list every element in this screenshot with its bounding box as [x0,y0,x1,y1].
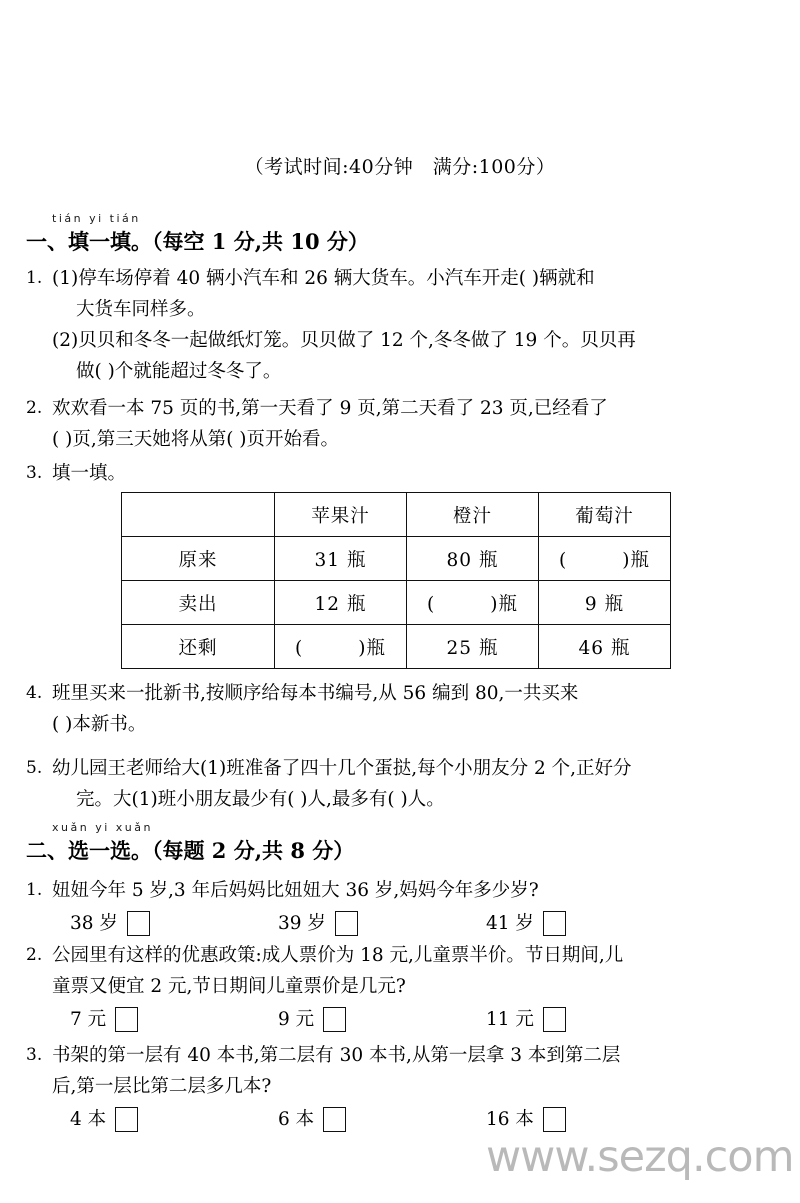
fill-question-2-line-1: 欢欢看一本 75 页的书,第一天看了 9 页,第二天看了 23 页,已经看了 [52,398,608,419]
choice-question-2 [26,940,782,1038]
fill-question-1-number: 1. [26,268,43,288]
choice-question-2-number: 2. [26,945,43,965]
juice-table [121,492,671,669]
choice-option-2a[interactable] [70,1004,138,1035]
choice-question-1-number: 1. [26,880,43,900]
checkbox-icon[interactable] [543,1107,566,1132]
fill-question-1-line-1: (1)停车场停着 40 辆小汽车和 26 辆大货车。小汽车开走( )辆就和 [52,268,595,289]
fill-question-2-number: 2. [26,398,43,418]
fill-question-5-line-1: 幼儿园王老师给大(1)班准备了四十几个蛋挞,每个小朋友分 2 个,正好分 [52,758,632,779]
table-header-orange: 橙汁 [407,493,539,537]
site-watermark: www.sezq.com [486,1132,794,1182]
checkbox-icon[interactable] [115,1007,138,1032]
choice-option-1c-label: 41 岁 [486,913,534,934]
section-2-title: 二、选一选。（每题 2 分,共 8 分） [26,838,355,863]
fill-question-1-line-3: (2)贝贝和冬冬一起做纸灯笼。贝贝做了 12 个,冬冬做了 19 个。贝贝再 [52,330,636,351]
table-cell-original-orange: 80 瓶 [407,537,539,581]
section-1-title: 一、填一填。（每空 1 分,共 10 分） [26,229,369,254]
choice-option-2b[interactable] [278,1004,346,1035]
fill-question-1 [26,263,782,387]
table-header-row [122,493,671,537]
section-1-heading [26,226,786,256]
fill-question-1-line-4: 做( )个就能超过冬冬了。 [76,361,282,382]
choice-option-2c[interactable] [486,1004,566,1035]
choice-question-2-line-2: 童票又便宜 2 元,节日期间儿童票价是几元? [52,976,406,997]
fill-question-4-number: 4. [26,683,43,703]
checkbox-icon[interactable] [323,1007,346,1032]
table-row-label-remaining: 还剩 [122,625,275,669]
section-2-pinyin: xuǎn yi xuǎn [52,821,153,834]
choice-option-2c-label: 11 元 [486,1009,534,1030]
exam-meta-line: （考试时间:40分钟 满分:100分） [244,156,556,178]
choice-option-1c[interactable] [486,908,566,939]
choice-option-2a-label: 7 元 [70,1009,107,1030]
choice-option-1a[interactable] [70,908,150,939]
fill-question-1-line-2: 大货车同样多。 [76,299,206,320]
table-cell-original-grape: ( )瓶 [539,537,671,581]
fill-question-5-number: 5. [26,758,43,778]
table-header-corner [122,493,275,537]
choice-option-1a-label: 38 岁 [70,913,118,934]
fill-question-3 [26,458,782,489]
fill-question-2 [26,393,782,455]
choice-question-2-options [52,1004,782,1038]
choice-question-1-options [52,908,782,942]
table-cell-sold-grape: 9 瓶 [539,581,671,625]
table-header-grape: 葡萄汁 [539,493,671,537]
table-cell-sold-apple: 12 瓶 [275,581,407,625]
fill-question-4-line-2: ( )本新书。 [52,714,147,735]
fill-question-3-number: 3. [26,463,43,483]
table-header-apple: 苹果汁 [275,493,407,537]
fill-question-2-line-2: ( )页,第三天她将从第( )页开始看。 [52,429,340,450]
section-2-heading [26,835,786,865]
fill-question-3-line-1: 填一填。 [52,463,127,484]
choice-question-3-number: 3. [26,1045,43,1065]
choice-option-3c-label: 16 本 [486,1109,534,1130]
choice-option-2b-label: 9 元 [278,1009,315,1030]
fill-question-5 [26,753,782,815]
table-row [122,581,671,625]
fill-question-4-line-1: 班里买来一批新书,按顺序给每本书编号,从 56 编到 80,一共买来 [52,683,579,704]
table-cell-original-apple: 31 瓶 [275,537,407,581]
choice-question-3 [26,1040,782,1138]
table-row [122,625,671,669]
choice-option-3a[interactable] [70,1104,138,1135]
fill-question-5-line-2: 完。大(1)班小朋友最少有( )人,最多有( )人。 [76,789,445,810]
checkbox-icon[interactable] [127,911,150,936]
table-cell-remaining-apple: ( )瓶 [275,625,407,669]
checkbox-icon[interactable] [335,911,358,936]
choice-option-1b-label: 39 岁 [278,913,326,934]
choice-question-2-line-1: 公园里有这样的优惠政策:成人票价为 18 元,儿童票半价。节日期间,儿 [52,945,624,966]
choice-option-3b[interactable] [278,1104,346,1135]
table-row-label-sold: 卖出 [122,581,275,625]
table-cell-remaining-grape: 46 瓶 [539,625,671,669]
choice-option-3b-label: 6 本 [278,1109,315,1130]
fill-question-4 [26,678,782,740]
choice-question-3-line-1: 书架的第一层有 40 本书,第二层有 30 本书,从第一层拿 3 本到第二层 [52,1045,621,1066]
checkbox-icon[interactable] [323,1107,346,1132]
checkbox-icon[interactable] [115,1107,138,1132]
choice-option-3c[interactable] [486,1104,566,1135]
table-row [122,537,671,581]
table-row-label-original: 原来 [122,537,275,581]
table-cell-sold-orange: ( )瓶 [407,581,539,625]
table-cell-remaining-orange: 25 瓶 [407,625,539,669]
checkbox-icon[interactable] [543,1007,566,1032]
choice-question-1 [26,875,782,942]
checkbox-icon[interactable] [543,911,566,936]
choice-option-1b[interactable] [278,908,358,939]
juice-table-wrapper [121,492,671,669]
choice-question-3-line-2: 后,第一层比第二层多几本? [52,1076,272,1097]
section-1-pinyin: tián yi tián [52,212,141,225]
choice-option-3a-label: 4 本 [70,1109,107,1130]
choice-question-1-line-1: 妞妞今年 5 岁,3 年后妈妈比妞妞大 36 岁,妈妈今年多少岁? [52,880,539,901]
